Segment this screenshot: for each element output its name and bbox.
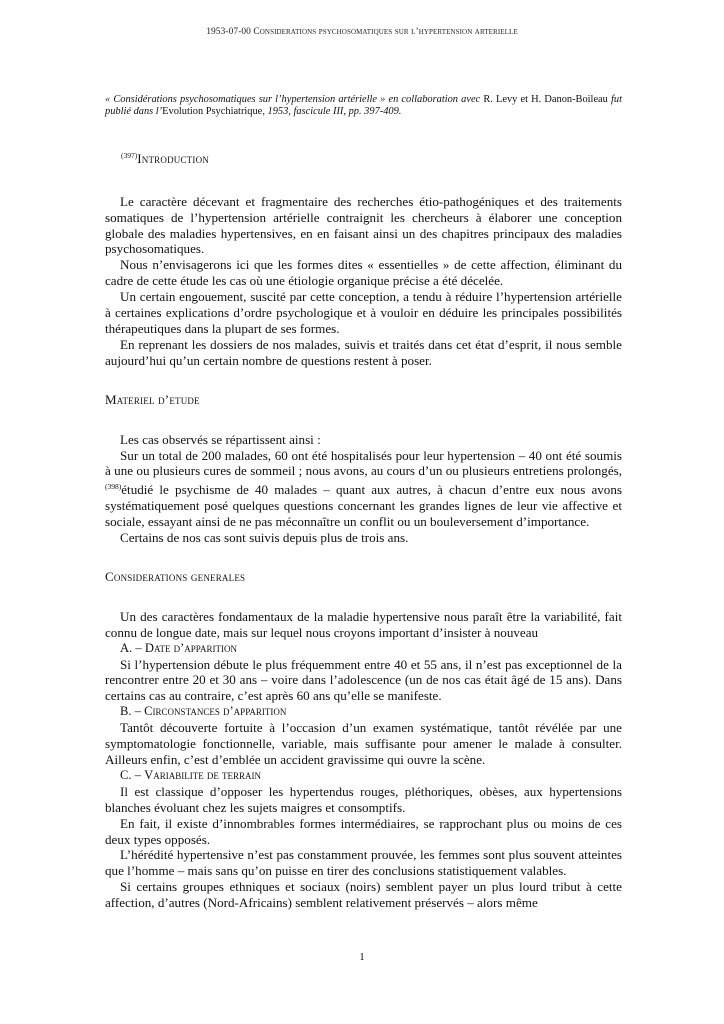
materiel-paragraph-2-end: étudié le psychisme de 40 malades – quant aux autres, à chacun d’entre eux nous avons systématiquement posé quelques questions concernant les grandes lignes de leur vie affective et sociale, essayant ainsi de ne pas méconnaître un conflit ou un bouleversement d’importance. (105, 482, 622, 530)
publication-note (105, 94, 622, 119)
terrain-paragraph-2: En fait, il existe d’innombrables formes intermédiaires, se rapprochant plus ou moins de ces deux types opposés. (105, 815, 622, 847)
materiel-paragraph-2-start: Sur un total de 200 malades, 60 ont été hospitalisés pour leur hypertension – 40 ont été soumis à une ou plusieurs cures de sommeil ; nous avons, au cours d’un ou plusieurs entretiens prolongés, (105, 447, 622, 479)
materiel-paragraph-3: Certains de nos cas sont suivis depuis plus de trois ans. (120, 530, 409, 546)
section-gap (105, 546, 622, 569)
publication-note-part-3: , 1953, fascicule III, pp. 397-409. (262, 106, 402, 118)
heading-introduction-text: Introduction (137, 150, 209, 166)
materiel-paragraph-1: Les cas observés se répartissent ainsi : (120, 431, 321, 447)
subheading-c-title: Variabilite de terrain (144, 767, 262, 782)
terrain-paragraph-4: Si certains groupes ethniques et sociaux (noirs) semblent payer un plus lourd tribut à cette affection, d’autres (Nord-Africains) semblent relativement préservés – alors même (105, 879, 622, 911)
section-gap (105, 369, 622, 392)
publication-note-part-2: fut publié dans l’ (105, 94, 622, 118)
introduction-paragraph-2: Nous n’envisagerons ici que les formes dites « essentielles » de cette affection, éliminant du cadre de cette étude les cas où une étiologie organique précise a été décelée. (105, 257, 622, 289)
subheading-a-title: Date d’apparition (144, 640, 237, 655)
page-marker-398: (398) (105, 482, 122, 492)
heading-introduction (121, 148, 622, 167)
page-marker-397: (397) (121, 150, 138, 160)
subheading-b-prefix: B. – (120, 704, 145, 719)
publication-note-part-1: « Considérations psychosomatiques sur l’hypertension artérielle » en collaboration avec (105, 94, 484, 105)
publication-note-authors: R. Levy et H. Danon-Boileau (483, 94, 608, 105)
subheading-c-prefix: C. – (120, 767, 145, 782)
date-d-apparition-paragraph: Si l’hypertension débute le plus fréquemment entre 40 et 55 ans, il n’est pas exceptionnel de la rencontrer entre 20 et 30 ans – voire dans l’adolescence (un de nos cas était âgé de 15 ans). Dans certains cas au contraire, c’est après 60 ans qu’elle se manifeste. (105, 656, 622, 704)
subheading-circonstances-d-apparition (105, 704, 622, 720)
considerations-intro-paragraph: Un des caractères fondamentaux de la maladie hypertensive nous paraît être la variabilité, fait connu de longue date, mais sur lequel nous croyons important d’insister à nouveau (105, 608, 622, 640)
publication-note-journal: Evolution Psychiatrique (162, 106, 263, 118)
heading-considerations-generales: Considerations generales (105, 568, 246, 584)
heading-materiel-d-etude: Materiel d’etude (105, 391, 200, 407)
page-body (105, 94, 622, 911)
running-header: 1953-07-00 Considerations psychosomatiques sur l’hypertension arterielle (206, 27, 518, 37)
circonstances-paragraph: Tantôt découverte fortuite à l’occasion d’un examen systématique, tantôt révélée par une symptomatologie fonctionnelle, variable, mais suffisante pour amener le malade à consulter. Ailleurs enfin, c’est d’emblée un accident gravissime qui ouvre la scène. (105, 720, 622, 767)
page-number: 1 (359, 951, 365, 963)
introduction-paragraph-1: Le caractère décevant et fragmentaire des recherches étio-pathogéniques et des traitements somatiques de l’hypertension artérielle contraignit les chercheurs à élaborer une conception globale des maladies hypertensives, en en faisant ainsi un des chapitres principaux des maladies psychosomatiques. (105, 193, 622, 257)
materiel-paragraph-2 (105, 448, 622, 531)
subheading-variabilite-de-terrain (105, 768, 622, 784)
introduction-paragraph-4: En reprenant les dossiers de nos malades, suivis et traités dans cet état d’esprit, il nous semble aujourd’hui qu’un certain nombre de questions restent à poser. (105, 336, 622, 368)
subheading-a-prefix: A. – (120, 640, 145, 655)
subheading-b-title: Circonstances d’apparition (144, 704, 287, 719)
terrain-paragraph-3: L’hérédité hypertensive n’est pas constamment prouvée, les femmes sont plus souvent atteintes que l’homme – mais sans qu’on puisse en tirer des conclusions statistiquement valables. (105, 847, 622, 879)
introduction-paragraph-3: Un certain engouement, suscité par cette conception, a tendu à réduire l’hypertension artérielle à certaines explications d’ordre psychologique et à vouloir en déduire les principales possibilités thérapeutiques dans la plupart de ses formes. (105, 289, 622, 336)
terrain-paragraph-1: Il est classique d’opposer les hypertendus rouges, pléthoriques, obèses, aux hypertensions blanches évoluant chez les sujets maigres et consomptifs. (105, 783, 622, 815)
subheading-date-d-apparition (105, 641, 622, 657)
